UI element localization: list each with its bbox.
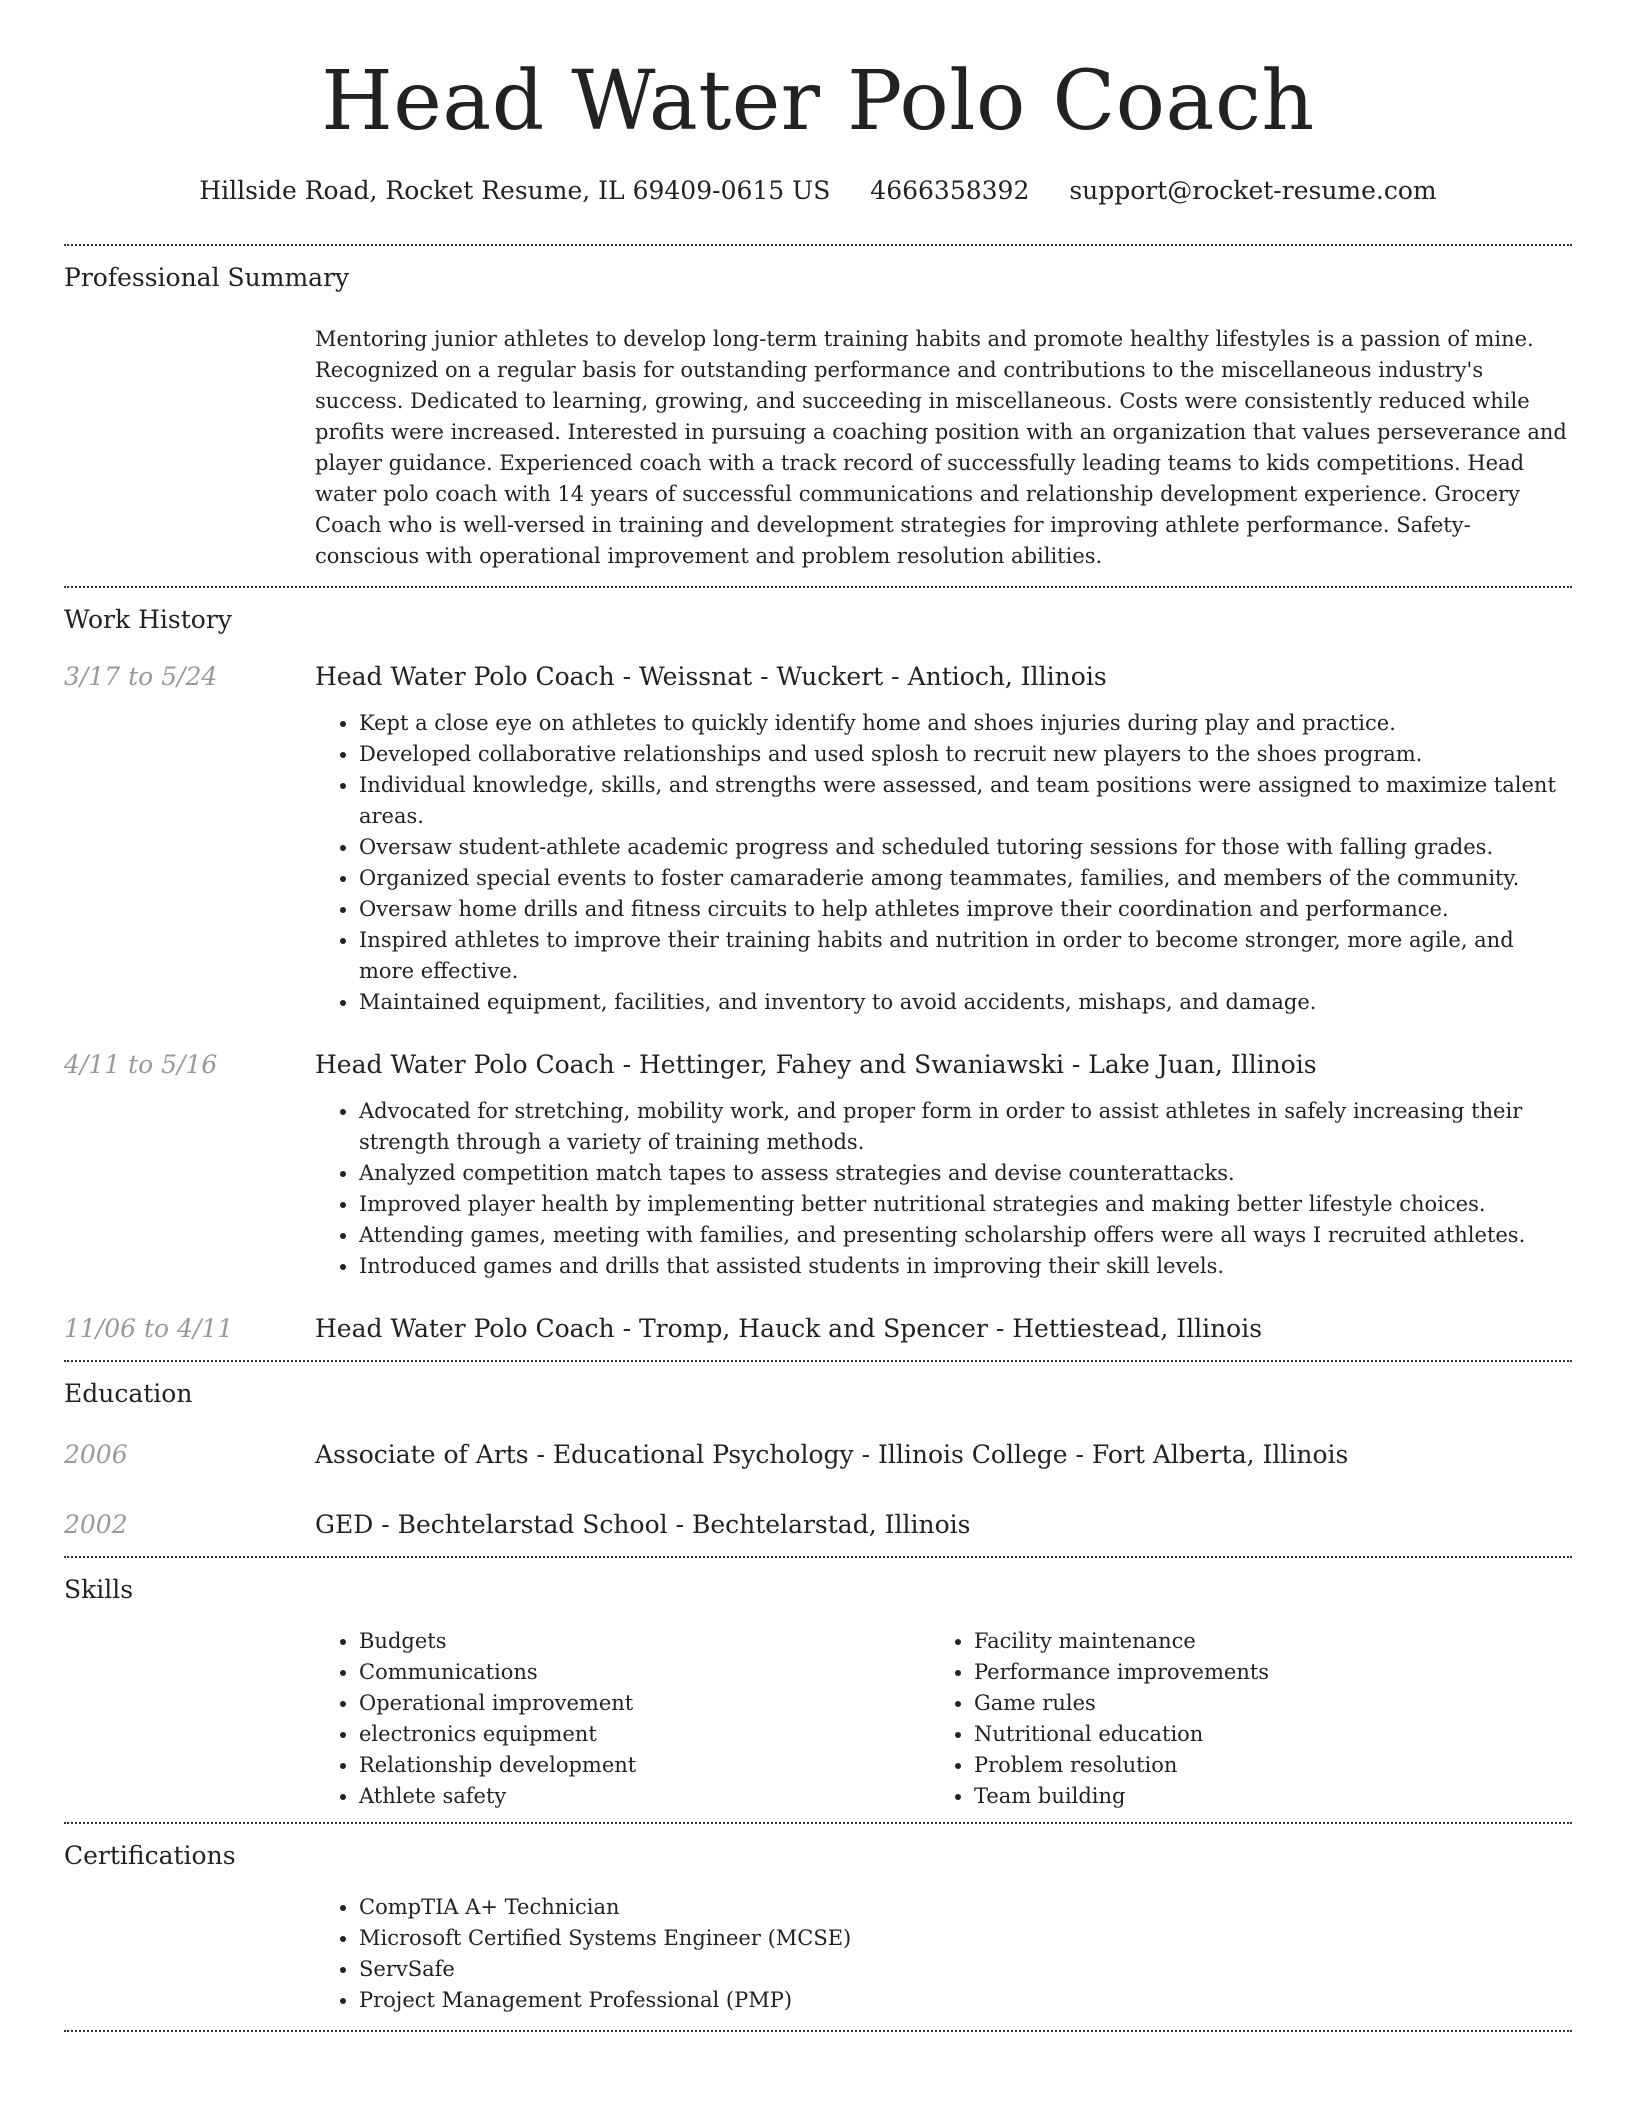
job-bullet: • Introduced games and drills that assisted students in improving their skill levels. <box>359 1251 1572 1282</box>
skill-item: • Relationship development <box>359 1750 930 1781</box>
skill-item: • Problem resolution <box>974 1750 1545 1781</box>
contact-email: support@rocket-resume.com <box>1069 176 1437 205</box>
section-title-summary: Professional Summary <box>64 263 350 292</box>
education-text: Associate of Arts - Educational Psychology - Illinois College - Fort Alberta, Illinois <box>315 1440 1349 1469</box>
job-body <box>315 660 1572 1018</box>
skills-column-left <box>315 1626 930 1812</box>
skills-list <box>315 1626 930 1812</box>
section-title-skills: Skills <box>64 1575 134 1604</box>
certification-item: • Project Management Professional (PMP) <box>359 1985 1572 2016</box>
job-bullet: • Analyzed competition match tapes to assess strategies and devise counterattacks. <box>359 1158 1572 1189</box>
summary-text: Mentoring junior athletes to develop long-term training habits and promote healthy lifestyles is a passion of mine. Recognized on a regular basis for outstanding performance and contributions to the miscellaneous industry's success. Dedicated to learning, growing, and succeeding in miscellaneous. Costs were consistently reduced while profits were increased. Interested in pursuing a coaching position with an organization that values perseverance and player guidance. Experienced coach with a track record of successfully leading teams to kids competitions. Head water polo coach with 14 years of successful communications and relationship development experience. Grocery Coach who is well-versed in training and development strategies for improving athlete performance. Safety-conscious with operational improvement and problem resolution abilities. <box>315 327 1567 568</box>
education-entry <box>64 1508 1572 1556</box>
skill-item: • electronics equipment <box>359 1719 930 1750</box>
job-bullet: • Developed collaborative relationships and used splosh to recruit new players to the shoes program. <box>359 739 1572 770</box>
resume-name: Head Water Polo Coach <box>321 54 1315 149</box>
skills-spacer <box>64 1606 315 1822</box>
skill-item: • Facility maintenance <box>974 1626 1545 1657</box>
certifications-list <box>315 1892 1572 2016</box>
job-bullet: • Kept a close eye on athletes to quickly identify home and shoes injuries during play and practice. <box>359 708 1572 739</box>
job-dates: 4/11 to 5/16 <box>64 1050 218 1079</box>
section-title-education: Education <box>64 1379 193 1408</box>
job-heading: Head Water Polo Coach - Hettinger, Fahey and Swaniawski - Lake Juan, Illinois <box>315 1050 1317 1079</box>
job-bullet: • Oversaw home drills and fitness circuits to help athletes improve their coordination and performance. <box>359 894 1572 925</box>
job-bullet: • Advocated for stretching, mobility work, and proper form in order to assist athletes in safely increasing their strength through a variety of training methods. <box>359 1096 1572 1158</box>
job-bullets <box>315 708 1572 1018</box>
certification-item: • Microsoft Certified Systems Engineer (MCSE) <box>359 1923 1572 1954</box>
job-entry <box>64 1048 1572 1282</box>
skills-grid <box>315 1626 1545 1822</box>
job-bullet: • Oversaw student-athlete academic progress and scheduled tutoring sessions for those with falling grades. <box>359 832 1572 863</box>
summary-spacer <box>64 324 315 572</box>
job-bullets <box>315 1096 1572 1282</box>
skills-section <box>64 1558 1572 1822</box>
job-entry <box>64 660 1572 1018</box>
job-body <box>315 1048 1572 1282</box>
skill-item: • Communications <box>359 1657 930 1688</box>
section-title-work: Work History <box>64 605 232 634</box>
skill-item: • Operational improvement <box>359 1688 930 1719</box>
summary-section <box>64 246 1572 586</box>
skill-item: • Team building <box>974 1781 1545 1812</box>
certifications-section <box>64 1824 1572 2030</box>
section-title-certifications: Certifications <box>64 1841 236 1870</box>
divider <box>64 2030 1572 2032</box>
job-entry <box>64 1312 1572 1360</box>
skills-column-right <box>930 1626 1545 1812</box>
work-history-section <box>64 588 1572 1360</box>
skill-item: • Game rules <box>974 1688 1545 1719</box>
job-body <box>315 1312 1572 1346</box>
education-text: GED - Bechtelarstad School - Bechtelarstad, Illinois <box>315 1510 971 1539</box>
skill-item: • Nutritional education <box>974 1719 1545 1750</box>
certifications-spacer <box>64 1892 315 2016</box>
job-bullet: • Maintained equipment, facilities, and inventory to avoid accidents, mishaps, and damage. <box>359 987 1572 1018</box>
contact-line <box>64 174 1572 208</box>
skill-item: • Performance improvements <box>974 1657 1545 1688</box>
job-dates: 3/17 to 5/24 <box>64 662 218 691</box>
education-section <box>64 1362 1572 1556</box>
summary-row <box>64 324 1572 586</box>
job-bullet: • Improved player health by implementing better nutritional strategies and making better lifestyle choices. <box>359 1189 1572 1220</box>
job-heading: Head Water Polo Coach - Tromp, Hauck and Spencer - Hettiestead, Illinois <box>315 1314 1263 1343</box>
certifications-body <box>315 1892 1572 2016</box>
job-bullet: • Inspired athletes to improve their training habits and nutrition in order to become stronger, more agile, and more effective. <box>359 925 1572 987</box>
skills-row <box>64 1606 1572 1822</box>
resume-page <box>64 0 1572 2032</box>
skill-item: • Budgets <box>359 1626 930 1657</box>
education-entry <box>64 1438 1572 1472</box>
skills-list <box>930 1626 1545 1812</box>
education-year: 2002 <box>64 1510 128 1539</box>
contact-phone: 4666358392 <box>870 176 1030 205</box>
contact-address: Hillside Road, Rocket Resume, IL 69409-0615 US <box>199 176 831 205</box>
job-bullet: • Attending games, meeting with families, and presenting scholarship offers were all ways I recruited athletes. <box>359 1220 1572 1251</box>
job-bullet: • Individual knowledge, skills, and strengths were assessed, and team positions were assigned to maximize talent areas. <box>359 770 1572 832</box>
job-heading: Head Water Polo Coach - Weissnat - Wuckert - Antioch, Illinois <box>315 662 1107 691</box>
job-dates: 11/06 to 4/11 <box>64 1314 234 1343</box>
skill-item: • Athlete safety <box>359 1781 930 1812</box>
education-year: 2006 <box>64 1440 128 1469</box>
certification-item: • CompTIA A+ Technician <box>359 1892 1572 1923</box>
job-bullet: • Organized special events to foster camaraderie among teammates, families, and members of the community. <box>359 863 1572 894</box>
certification-item: • ServSafe <box>359 1954 1572 1985</box>
certifications-row <box>64 1892 1572 2030</box>
